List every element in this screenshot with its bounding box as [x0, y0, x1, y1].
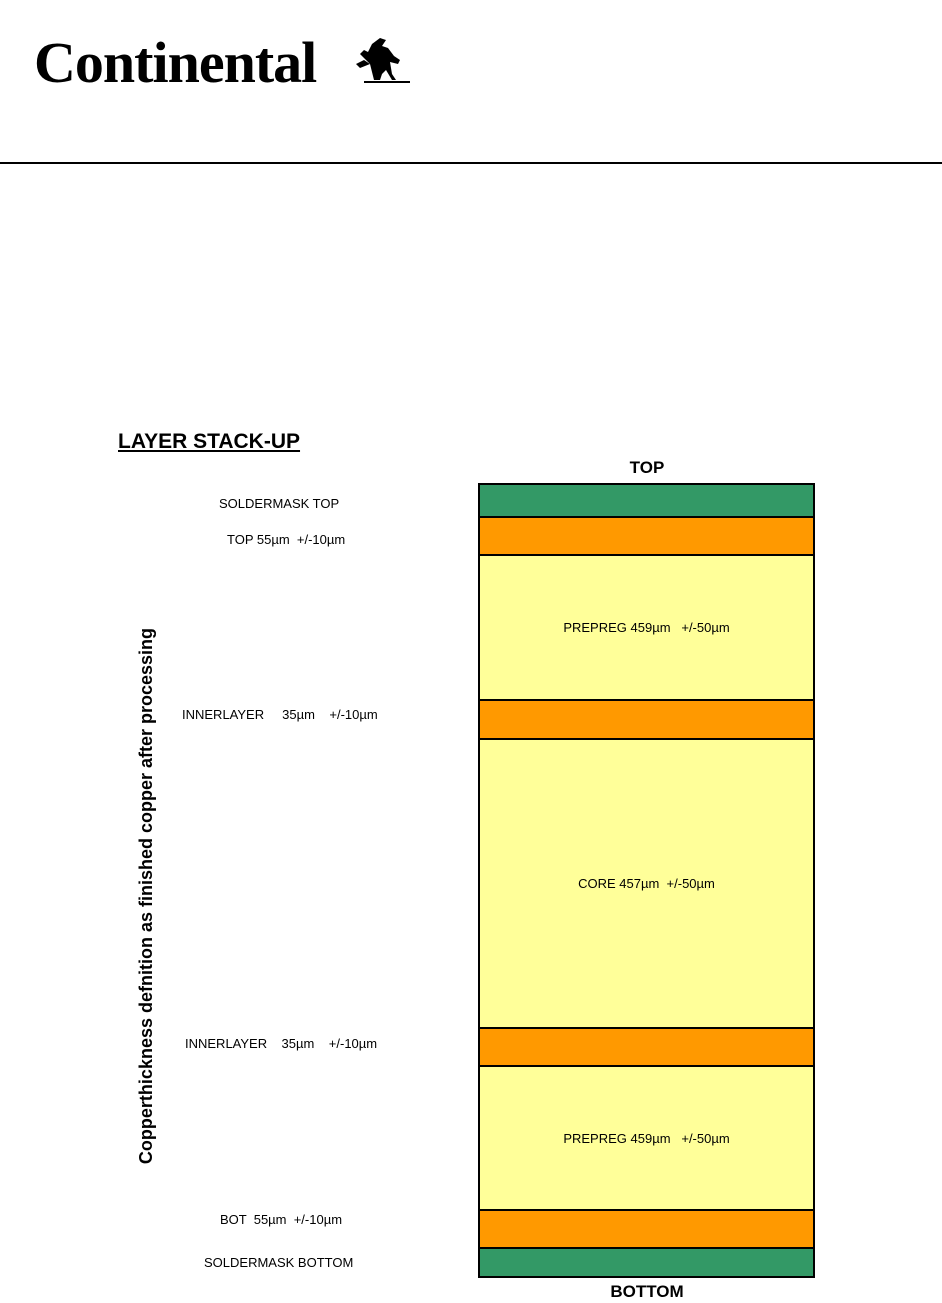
layer-dielectric: CORE 457µm +/-50µm: [480, 738, 813, 1027]
layer-stack: [478, 483, 815, 1278]
layer-side-label: INNERLAYER 35µm +/-10µm: [182, 707, 378, 722]
layer-dielectric: PREPREG 459µm +/-50µm: [480, 1065, 813, 1209]
horse-icon: [330, 34, 410, 86]
layer-soldermask: [480, 1247, 813, 1276]
layer-copper: [480, 1209, 813, 1247]
stack-bottom-label: BOTTOM: [610, 1282, 684, 1301]
page-title: LAYER STACK-UP: [118, 430, 301, 453]
layer-copper: [480, 699, 813, 738]
layer-soldermask: [480, 485, 813, 516]
layer-side-label: SOLDERMASK BOTTOM: [204, 1255, 354, 1270]
layer-side-label: TOP 55µm +/-10µm: [227, 532, 346, 547]
layer-copper: [480, 1027, 813, 1065]
layer-copper: [480, 516, 813, 554]
layer-dielectric: PREPREG 459µm +/-50µm: [480, 554, 813, 699]
layer-side-label: BOT 55µm +/-10µm: [220, 1212, 343, 1227]
layer-side-label: SOLDERMASK TOP: [219, 496, 340, 511]
header-divider: [0, 162, 942, 164]
copper-thickness-note: Copperthickness defnition as finished copper after processing: [136, 627, 156, 1165]
stack-top-label: TOP: [629, 458, 665, 477]
logo-wordmark: Continental: [34, 30, 317, 95]
layer-side-label: INNERLAYER 35µm +/-10µm: [185, 1036, 378, 1051]
continental-logo: [34, 30, 394, 100]
